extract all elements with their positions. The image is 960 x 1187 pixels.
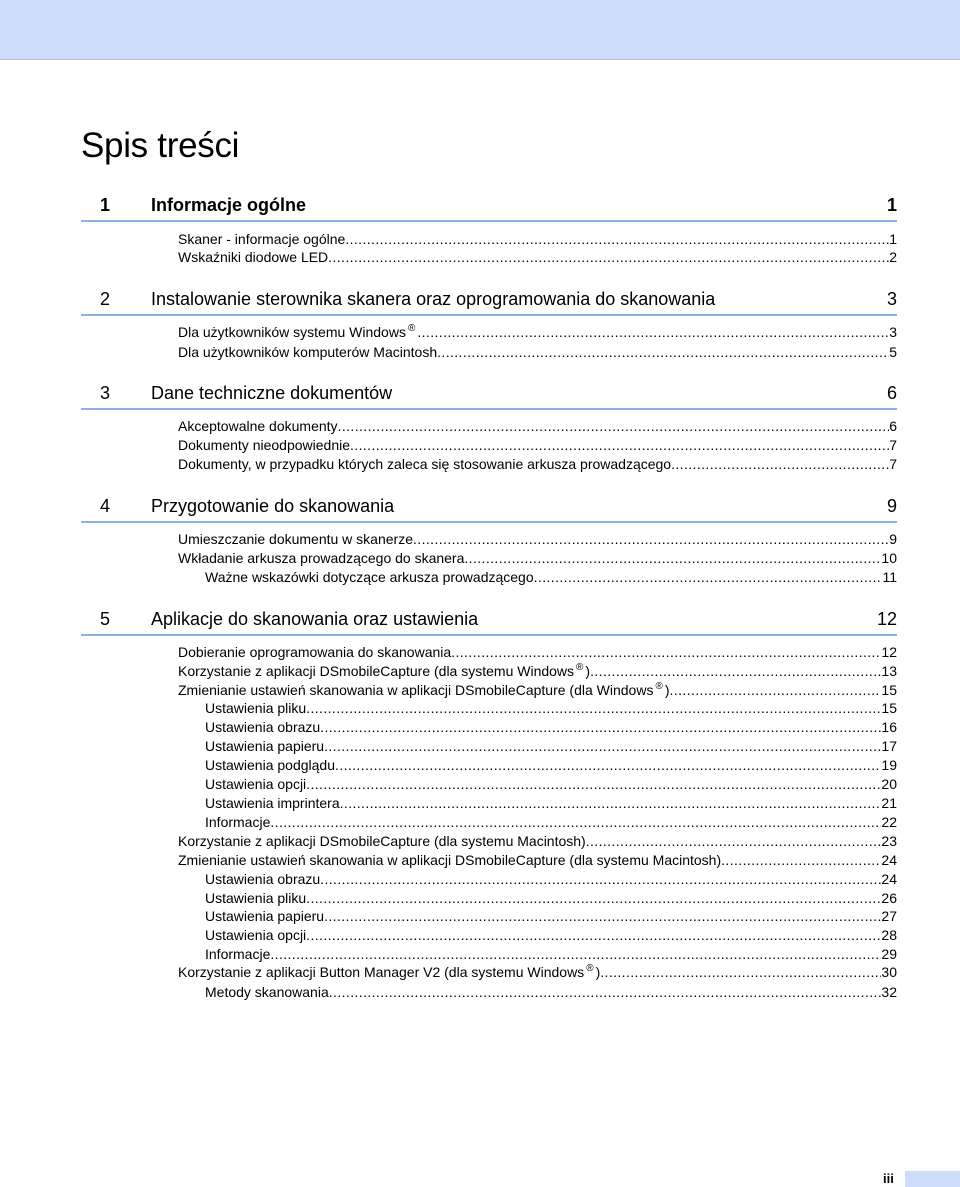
chapter-page: 9 [886,496,897,516]
toc-subentry[interactable]: Ważne wskazówki dotyczące arkusza prowadzącego ..... 11 [205,568,897,586]
toc-entry[interactable]: Wkładanie arkusza prowadzącego do skanera ..... 10 [178,549,897,567]
toc-entry[interactable]: Zmienianie ustawień skanowania w aplikacji DSmobileCapture (dla systemu Macintosh) ..... 24 [178,851,897,869]
toc-entry[interactable]: Dla użytkowników komputerów Macintosh ..... 5 [178,343,897,361]
toc-subentry[interactable]: Ustawienia obrazu ..... 24 [205,870,897,888]
toc-entry[interactable]: Skaner - informacje ogólne ..... 1 [178,230,897,248]
chapter-page: 12 [876,609,897,629]
chapter-number: 3 [100,383,111,403]
registered-mark: ® [576,662,584,673]
toc-subentry[interactable]: Ustawienia opcji ..... 20 [205,775,897,793]
chapter-title: Aplikacje do skanowania oraz ustawienia [151,609,479,629]
page-title: Spis treści [81,126,240,165]
toc-entry[interactable]: Korzystanie z aplikacji DSmobileCapture (dla systemu Macintosh) ..... 23 [178,832,897,850]
toc-entry[interactable]: Akceptowalne dokumenty ..... 6 [178,417,897,435]
toc-subentry[interactable]: Ustawienia papieru ..... 17 [205,737,897,755]
chapter-page: 3 [886,289,897,309]
chapter-heading-2[interactable] [81,288,897,310]
chapter-number: 2 [100,289,111,309]
toc-subentry[interactable]: Informacje ..... 29 [205,945,897,963]
toc-entry[interactable]: Dokumenty nieodpowiednie ..... 7 [178,436,897,454]
toc-entry[interactable]: Zmienianie ustawień skanowania w aplikacji DSmobileCapture (dla Windows ® ) ..... 15 [178,681,897,699]
chapter-title: Przygotowanie do skanowania [151,496,395,516]
toc-entry[interactable]: Umieszczanie dokumentu w skanerze ..... 9 [178,530,897,548]
chapter-heading-1[interactable] [81,194,897,216]
chapter-title: Dane techniczne dokumentów [151,383,393,403]
toc-subentry[interactable]: Ustawienia papieru ..... 27 [205,907,897,925]
footer-band [905,1171,960,1187]
registered-mark: ® [655,681,663,692]
footer-page-number: iii [883,1171,894,1186]
chapter-page: 1 [886,195,897,215]
toc-subentry[interactable]: Ustawienia imprintera ..... 21 [205,794,897,812]
toc-entry[interactable]: Dokumenty, w przypadku których zaleca się stosowanie arkusza prowadzącego ..... 7 [178,455,897,473]
chapter-number: 4 [100,496,111,516]
toc-subentry[interactable]: Ustawienia pliku ..... 15 [205,699,897,717]
chapter-rule [81,314,897,316]
chapter-number: 5 [100,609,111,629]
toc-subentry[interactable]: Informacje ..... 22 [205,813,897,831]
chapter-title: Informacje ogólne [151,195,307,215]
chapter-title: Instalowanie sterownika skanera oraz oprogramowania do skanowania [151,289,716,309]
registered-mark: ® [407,323,416,334]
chapter-rule [81,220,897,222]
toc-subentry[interactable]: Metody skanowania ..... 32 [205,983,897,1001]
chapter-page: 6 [886,383,897,403]
chapter-heading-3[interactable] [81,382,897,404]
toc-entry[interactable]: Wskaźniki diodowe LED ..... 2 [178,248,897,266]
toc-entry[interactable]: Korzystanie z aplikacji Button Manager V2 (dla systemu Windows ® ) ..... 30 [178,963,897,981]
chapter-rule [81,521,897,523]
registered-mark: ® [586,963,594,974]
chapter-heading-5[interactable] [81,608,897,630]
chapter-rule [81,408,897,410]
toc-entry[interactable]: Dla użytkowników systemu Windows ® ..... 3 [178,323,897,341]
toc-subentry[interactable]: Ustawienia pliku ..... 26 [205,889,897,907]
chapter-number: 1 [100,195,111,215]
toc-subentry[interactable]: Ustawienia obrazu ..... 16 [205,718,897,736]
toc-subentry[interactable]: Ustawienia podglądu ..... 19 [205,756,897,774]
toc-subentry[interactable]: Ustawienia opcji ..... 28 [205,926,897,944]
toc-entry[interactable]: Dobieranie oprogramowania do skanowania ..... 12 [178,643,897,661]
chapter-heading-4[interactable] [81,495,897,517]
toc-entry[interactable]: Korzystanie z aplikacji DSmobileCapture (dla systemu Windows ® ) ..... 13 [178,662,897,680]
chapter-rule [81,634,897,636]
